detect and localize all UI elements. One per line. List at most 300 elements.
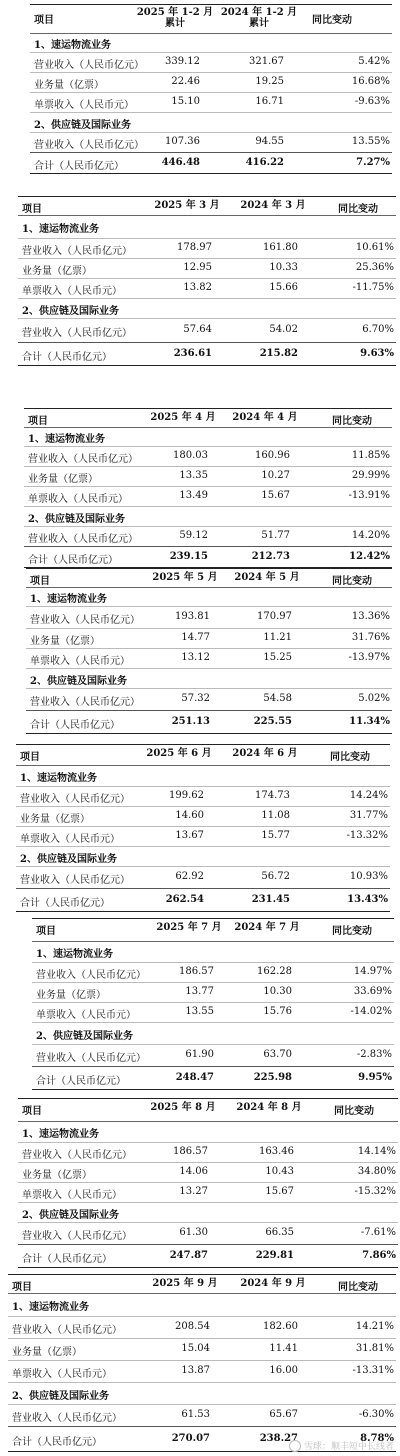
value-2025: 13.67 bbox=[175, 830, 204, 841]
row-label: 营业收入（人民币亿元） bbox=[30, 615, 140, 626]
value-2024: 11.41 bbox=[269, 1343, 298, 1354]
yoy-change: -13.91% bbox=[348, 490, 390, 501]
row-label: 营业收入（人民币亿元） bbox=[34, 60, 144, 71]
total-row bbox=[16, 888, 390, 912]
yoy-change: 5.42% bbox=[358, 56, 390, 67]
section-row bbox=[30, 32, 392, 53]
value-2025: 339.12 bbox=[165, 56, 200, 67]
header-period-line: 2024 年 5 月 bbox=[234, 572, 300, 583]
row-label: 业务量（亿票） bbox=[22, 266, 92, 277]
header-period bbox=[142, 572, 228, 583]
yoy-change: -9.63% bbox=[354, 96, 390, 107]
value-2025: 61.53 bbox=[181, 1409, 210, 1420]
yoy-change: -11.75% bbox=[352, 282, 394, 293]
section-title: 2、供应链及国际业务 bbox=[12, 1391, 109, 1402]
value-2025: 22.46 bbox=[171, 76, 200, 87]
finance-table bbox=[24, 408, 392, 566]
header-period-line: 2025 年 7 月 bbox=[156, 922, 222, 933]
header-period-line: 2025 年 6 月 bbox=[146, 748, 212, 759]
yoy-change: 13.36% bbox=[351, 611, 390, 622]
row-label: 营业收入（人民币亿元） bbox=[34, 140, 144, 151]
finance-table bbox=[26, 568, 392, 734]
yoy-change: 9.63% bbox=[360, 348, 394, 359]
watermark bbox=[289, 1439, 394, 1453]
value-2024: 16.71 bbox=[255, 96, 284, 107]
table-row bbox=[26, 688, 392, 711]
table-row bbox=[26, 606, 392, 629]
row-label: 营业收入（人民币亿元） bbox=[28, 534, 138, 545]
row-label: 业务量（亿票） bbox=[28, 474, 98, 485]
row-label: 合计（人民币亿元） bbox=[36, 1076, 126, 1087]
header-yoy: 同比变动 bbox=[334, 1106, 374, 1117]
value-2025: 251.13 bbox=[171, 716, 210, 727]
yoy-change: 11.34% bbox=[349, 716, 390, 727]
value-2025: 61.90 bbox=[185, 1049, 214, 1060]
value-2025: 14.77 bbox=[181, 632, 210, 643]
header-period-line: 2025 年 9 月 bbox=[152, 1278, 218, 1289]
row-label: 单票收入（人民币元） bbox=[20, 834, 120, 845]
section-row bbox=[24, 426, 392, 447]
value-2025: 248.47 bbox=[175, 1072, 214, 1083]
value-2025: 62.92 bbox=[175, 871, 204, 882]
yoy-change: 34.80% bbox=[357, 1166, 396, 1177]
table-header-row bbox=[26, 568, 392, 588]
value-2024: 11.08 bbox=[261, 810, 290, 821]
section-row bbox=[18, 298, 396, 319]
header-item: 项目 bbox=[36, 926, 56, 937]
yoy-change: 25.36% bbox=[355, 262, 394, 273]
row-label: 营业收入（人民币亿元） bbox=[22, 246, 132, 257]
section-title: 2、供应链及国际业务 bbox=[36, 1031, 133, 1042]
table-header-row bbox=[8, 1274, 396, 1294]
header-period-line: 2025 年 8 月 bbox=[150, 1102, 216, 1113]
value-2024: 15.25 bbox=[263, 652, 292, 663]
value-2025: 13.35 bbox=[179, 470, 208, 481]
table-row bbox=[8, 1338, 396, 1361]
value-2024: 66.35 bbox=[265, 1227, 294, 1238]
yoy-change: 14.20% bbox=[351, 530, 390, 541]
row-label: 营业收入（人民币亿元） bbox=[20, 875, 130, 886]
value-2025: 14.06 bbox=[179, 1166, 208, 1177]
row-label: 营业收入（人民币亿元） bbox=[12, 1325, 122, 1336]
value-2024: 10.33 bbox=[269, 262, 298, 273]
row-label: 营业收入（人民币亿元） bbox=[22, 328, 132, 339]
value-2024: 16.00 bbox=[269, 1365, 298, 1376]
table-row bbox=[24, 486, 392, 507]
header-yoy: 同比变动 bbox=[330, 752, 370, 763]
table-header-row bbox=[16, 744, 390, 766]
section-row bbox=[26, 668, 392, 689]
section-row bbox=[32, 1022, 394, 1045]
value-2024: 162.28 bbox=[257, 966, 292, 977]
value-2024: 321.67 bbox=[249, 56, 284, 67]
value-2025: 13.27 bbox=[179, 1186, 208, 1197]
value-2024: 225.98 bbox=[253, 1072, 292, 1083]
value-2024: 11.21 bbox=[263, 632, 292, 643]
yoy-change: 16.68% bbox=[351, 76, 390, 87]
value-2025: 186.57 bbox=[179, 966, 214, 977]
value-2024: 15.67 bbox=[265, 1186, 294, 1197]
section-title: 2、供应链及国际业务 bbox=[20, 854, 117, 865]
section-title: 1、速运物流业务 bbox=[20, 773, 97, 784]
section-title: 2、供应链及国际业务 bbox=[22, 1210, 119, 1221]
section-row bbox=[8, 1382, 396, 1405]
value-2024: 15.66 bbox=[269, 282, 298, 293]
table-row bbox=[16, 786, 390, 807]
value-2024: 19.25 bbox=[255, 76, 284, 87]
header-period-line: 2025 年 5 月 bbox=[152, 572, 218, 583]
table-row bbox=[30, 52, 392, 73]
yoy-change: -13.97% bbox=[348, 652, 390, 663]
table-row bbox=[8, 1404, 396, 1427]
value-2024: 51.77 bbox=[261, 530, 290, 541]
table-row bbox=[16, 806, 390, 827]
table-row bbox=[18, 1182, 398, 1203]
header-period-line: 2025 年 3 月 bbox=[154, 200, 220, 211]
value-2024: 161.80 bbox=[263, 242, 298, 253]
value-2025: 59.12 bbox=[179, 530, 208, 541]
total-row bbox=[24, 546, 392, 568]
total-row bbox=[18, 342, 396, 366]
header-period-line: 2024 年 7 月 bbox=[234, 922, 300, 933]
value-2025: 247.87 bbox=[169, 1250, 208, 1261]
header-yoy: 同比变动 bbox=[332, 926, 372, 937]
header-period-line: 2024 年 3 月 bbox=[240, 200, 306, 211]
value-2025: 61.30 bbox=[179, 1227, 208, 1238]
row-label: 单票收入（人民币元） bbox=[34, 100, 134, 111]
value-2025: 15.04 bbox=[181, 1343, 210, 1354]
table-row bbox=[32, 982, 394, 1003]
row-label: 业务量（亿票） bbox=[12, 1347, 82, 1358]
row-label: 营业收入（人民币亿元） bbox=[36, 970, 146, 981]
section-title: 1、速运物流业务 bbox=[30, 594, 107, 605]
row-label: 合计（人民币亿元） bbox=[22, 1254, 112, 1265]
yoy-change: 14.24% bbox=[349, 790, 388, 801]
section-title: 2、供应链及国际业务 bbox=[22, 306, 119, 317]
value-2025: 193.81 bbox=[175, 611, 210, 622]
value-2024: 231.45 bbox=[251, 894, 290, 905]
value-2025: 13.12 bbox=[181, 652, 210, 663]
section-row bbox=[24, 506, 392, 527]
yoy-change: 7.86% bbox=[362, 1250, 396, 1261]
section-row bbox=[32, 940, 394, 963]
row-label: 营业收入（人民币亿元） bbox=[22, 1150, 132, 1161]
snowball-logo-icon bbox=[289, 1440, 301, 1452]
table-row bbox=[18, 278, 396, 299]
value-2024: 238.27 bbox=[259, 1433, 298, 1444]
table-row bbox=[26, 628, 392, 649]
total-row bbox=[18, 1244, 398, 1268]
table-row bbox=[18, 1142, 398, 1163]
section-title: 1、速运物流业务 bbox=[22, 224, 99, 235]
value-2025: 57.64 bbox=[183, 324, 212, 335]
value-2025: 208.54 bbox=[175, 1321, 210, 1332]
value-2024: 160.96 bbox=[255, 450, 290, 461]
header-period bbox=[140, 412, 226, 423]
table-row bbox=[30, 72, 392, 93]
value-2025: 57.32 bbox=[181, 693, 210, 704]
value-2024: 63.70 bbox=[263, 1049, 292, 1060]
yoy-change: 6.70% bbox=[362, 324, 394, 335]
section-row bbox=[18, 1202, 398, 1223]
table-header-row bbox=[24, 408, 392, 428]
section-title: 1、速运物流业务 bbox=[36, 949, 113, 960]
header-period bbox=[140, 1102, 226, 1113]
table-row bbox=[32, 1002, 394, 1023]
value-2024: 94.55 bbox=[255, 136, 284, 147]
yoy-change: 12.42% bbox=[349, 551, 390, 562]
table-row bbox=[24, 526, 392, 547]
value-2024: 15.67 bbox=[261, 490, 290, 501]
yoy-change: 31.76% bbox=[351, 632, 390, 643]
value-2024: 416.22 bbox=[245, 157, 284, 168]
value-2024: 15.76 bbox=[263, 1006, 292, 1017]
section-title: 1、速运物流业务 bbox=[22, 1129, 99, 1140]
row-label: 营业收入（人民币亿元） bbox=[28, 454, 138, 465]
section-row bbox=[26, 586, 392, 607]
yoy-change: 29.99% bbox=[351, 470, 390, 481]
header-period-subline: 累计 bbox=[165, 18, 185, 29]
table-header-row bbox=[30, 4, 392, 34]
yoy-change: 31.77% bbox=[349, 810, 388, 821]
yoy-change: 10.93% bbox=[349, 871, 388, 882]
value-2025: 262.54 bbox=[165, 894, 204, 905]
yoy-change: 13.43% bbox=[347, 894, 388, 905]
row-label: 合计（人民币亿元） bbox=[30, 720, 120, 731]
finance-table bbox=[8, 1274, 396, 1456]
header-item: 项目 bbox=[22, 204, 42, 215]
section-title: 2、供应链及国际业务 bbox=[34, 120, 131, 131]
row-label: 业务量（亿票） bbox=[20, 814, 90, 825]
row-label: 单票收入（人民币元） bbox=[36, 1010, 136, 1021]
value-2024: 10.30 bbox=[263, 986, 292, 997]
finance-table bbox=[32, 918, 394, 1098]
table-row bbox=[16, 866, 390, 889]
yoy-change: -7.61% bbox=[360, 1227, 396, 1238]
header-period-line: 2024 年 9 月 bbox=[240, 1278, 306, 1289]
value-2024: 15.77 bbox=[261, 830, 290, 841]
yoy-change: 14.21% bbox=[355, 1321, 394, 1332]
table-row bbox=[32, 1044, 394, 1067]
header-period bbox=[230, 200, 316, 211]
yoy-change: 31.81% bbox=[355, 1343, 394, 1354]
header-period-line: 2024 年 4 月 bbox=[232, 412, 298, 423]
header-period bbox=[226, 1102, 312, 1113]
table-row bbox=[24, 466, 392, 487]
header-period-line: 2024 年 1-2 月 bbox=[220, 7, 298, 18]
header-period bbox=[224, 922, 310, 933]
table-row bbox=[18, 238, 396, 259]
table-row bbox=[32, 962, 394, 983]
header-period bbox=[142, 1278, 228, 1289]
table-row bbox=[18, 1222, 398, 1245]
section-title: 1、速运物流业务 bbox=[12, 1302, 89, 1313]
header-period bbox=[230, 1278, 316, 1289]
row-label: 业务量（亿票） bbox=[22, 1170, 92, 1181]
row-label: 合计（人民币亿元） bbox=[22, 352, 112, 363]
header-yoy: 同比变动 bbox=[338, 1282, 378, 1293]
yoy-change: -13.31% bbox=[352, 1365, 394, 1376]
total-row bbox=[32, 1066, 394, 1090]
header-item: 项目 bbox=[20, 752, 40, 763]
header-period bbox=[146, 922, 232, 933]
section-row bbox=[18, 1120, 398, 1143]
row-label: 单票收入（人民币元） bbox=[22, 1190, 122, 1201]
header-item: 项目 bbox=[30, 576, 50, 587]
row-label: 合计（人民币亿元） bbox=[28, 555, 118, 566]
yoy-change: -15.32% bbox=[354, 1186, 396, 1197]
header-period bbox=[136, 748, 222, 759]
yoy-change: -13.32% bbox=[346, 830, 388, 841]
yoy-change: 7.27% bbox=[356, 157, 390, 168]
value-2025: 13.49 bbox=[179, 490, 208, 501]
table-row bbox=[8, 1360, 396, 1383]
row-label: 业务量（亿票） bbox=[36, 990, 106, 1001]
value-2024: 229.81 bbox=[255, 1250, 294, 1261]
table-row bbox=[18, 258, 396, 279]
row-label: 业务量（亿票） bbox=[30, 636, 100, 647]
value-2025: 12.95 bbox=[183, 262, 212, 273]
yoy-change: 14.14% bbox=[357, 1146, 396, 1157]
value-2025: 13.87 bbox=[181, 1365, 210, 1376]
header-period bbox=[224, 572, 310, 583]
finance-table bbox=[18, 1098, 398, 1268]
value-2024: 170.97 bbox=[257, 611, 292, 622]
header-item: 项目 bbox=[28, 416, 48, 427]
row-label: 合计（人民币亿元） bbox=[12, 1437, 102, 1448]
yoy-change: 9.95% bbox=[358, 1072, 392, 1083]
header-period-line: 2025 年 1-2 月 bbox=[136, 7, 214, 18]
header-period bbox=[222, 748, 308, 759]
watermark-text: 雪球：顺丰短中长线者 bbox=[303, 1441, 394, 1452]
yoy-change: 5.02% bbox=[358, 693, 390, 704]
row-label: 单票收入（人民币元） bbox=[28, 494, 128, 505]
header-period-subline: 累计 bbox=[249, 18, 269, 29]
row-label: 单票收入（人民币元） bbox=[30, 656, 130, 667]
yoy-change: 13.55% bbox=[351, 136, 390, 147]
header-period bbox=[132, 7, 218, 29]
finance-table bbox=[18, 196, 396, 376]
section-row bbox=[30, 112, 392, 133]
yoy-change: 11.85% bbox=[351, 450, 390, 461]
section-row bbox=[8, 1292, 396, 1317]
section-title: 2、供应链及国际业务 bbox=[28, 514, 125, 525]
row-label: 合计（人民币亿元） bbox=[34, 161, 124, 172]
section-title: 2、供应链及国际业务 bbox=[30, 676, 127, 687]
table-row bbox=[8, 1316, 396, 1339]
table-header-row bbox=[18, 196, 396, 216]
table-header-row bbox=[32, 918, 394, 942]
finance-table bbox=[30, 4, 392, 188]
value-2024: 163.46 bbox=[259, 1146, 294, 1157]
row-label: 营业收入（人民币亿元） bbox=[12, 1413, 122, 1424]
value-2025: 14.60 bbox=[175, 810, 204, 821]
header-item: 项目 bbox=[34, 15, 54, 26]
section-title: 1、速运物流业务 bbox=[34, 40, 111, 51]
value-2024: 225.55 bbox=[253, 716, 292, 727]
table-row bbox=[30, 92, 392, 113]
yoy-change: 33.69% bbox=[353, 986, 392, 997]
value-2025: 446.48 bbox=[161, 157, 200, 168]
finance-table bbox=[16, 744, 390, 910]
value-2025: 236.61 bbox=[173, 348, 212, 359]
total-row bbox=[30, 152, 392, 174]
table-row bbox=[16, 826, 390, 847]
table-row bbox=[30, 132, 392, 153]
row-label: 业务量（亿票） bbox=[34, 80, 104, 91]
value-2025: 13.77 bbox=[185, 986, 214, 997]
yoy-change: 14.97% bbox=[353, 966, 392, 977]
row-label: 单票收入（人民币元） bbox=[22, 286, 122, 297]
section-row bbox=[18, 214, 396, 239]
yoy-change: -2.83% bbox=[356, 1049, 392, 1060]
yoy-change: -14.02% bbox=[350, 1006, 392, 1017]
value-2025: 199.62 bbox=[169, 790, 204, 801]
value-2025: 180.03 bbox=[173, 450, 208, 461]
table-row bbox=[24, 446, 392, 467]
yoy-change: -6.30% bbox=[358, 1409, 394, 1420]
value-2024: 215.82 bbox=[259, 348, 298, 359]
section-title: 1、速运物流业务 bbox=[28, 434, 105, 445]
value-2024: 10.43 bbox=[265, 1166, 294, 1177]
value-2025: 178.97 bbox=[177, 242, 212, 253]
value-2024: 56.72 bbox=[261, 871, 290, 882]
header-item: 项目 bbox=[12, 1282, 32, 1293]
row-label: 营业收入（人民币亿元） bbox=[30, 697, 140, 708]
value-2024: 174.73 bbox=[255, 790, 290, 801]
value-2024: 182.60 bbox=[263, 1321, 298, 1332]
table-row bbox=[26, 648, 392, 669]
table-row bbox=[18, 1162, 398, 1183]
table-row bbox=[18, 318, 396, 343]
row-label: 单票收入（人民币元） bbox=[12, 1369, 112, 1380]
row-label: 营业收入（人民币亿元） bbox=[22, 1231, 132, 1242]
value-2025: 107.36 bbox=[165, 136, 200, 147]
value-2024: 65.67 bbox=[269, 1409, 298, 1420]
value-2025: 270.07 bbox=[171, 1433, 210, 1444]
row-label: 合计（人民币亿元） bbox=[20, 898, 110, 909]
value-2024: 10.27 bbox=[261, 470, 290, 481]
row-label: 营业收入（人民币亿元） bbox=[36, 1053, 146, 1064]
header-period bbox=[216, 7, 302, 29]
yoy-change: 10.61% bbox=[355, 242, 394, 253]
value-2025: 239.15 bbox=[169, 551, 208, 562]
total-row bbox=[26, 710, 392, 734]
value-2025: 15.10 bbox=[171, 96, 200, 107]
value-2024: 212.73 bbox=[251, 551, 290, 562]
header-period-line: 2025 年 4 月 bbox=[150, 412, 216, 423]
table-header-row bbox=[18, 1098, 398, 1122]
header-period-line: 2024 年 6 月 bbox=[232, 748, 298, 759]
value-2025: 186.57 bbox=[173, 1146, 208, 1157]
header-yoy: 同比变动 bbox=[338, 204, 378, 215]
value-2024: 54.02 bbox=[269, 324, 298, 335]
header-yoy: 同比变动 bbox=[332, 416, 372, 427]
section-row bbox=[16, 846, 390, 867]
value-2024: 54.58 bbox=[263, 693, 292, 704]
header-item: 项目 bbox=[22, 1106, 42, 1117]
value-2025: 13.82 bbox=[183, 282, 212, 293]
row-label: 营业收入（人民币亿元） bbox=[20, 794, 130, 805]
header-period bbox=[144, 200, 230, 211]
header-period-line: 2024 年 8 月 bbox=[236, 1102, 302, 1113]
yoy-change: 8.78% bbox=[360, 1433, 394, 1444]
section-row bbox=[16, 764, 390, 787]
header-yoy: 同比变动 bbox=[312, 15, 352, 26]
header-yoy: 同比变动 bbox=[332, 576, 372, 587]
value-2025: 13.55 bbox=[185, 1006, 214, 1017]
header-period bbox=[222, 412, 308, 423]
